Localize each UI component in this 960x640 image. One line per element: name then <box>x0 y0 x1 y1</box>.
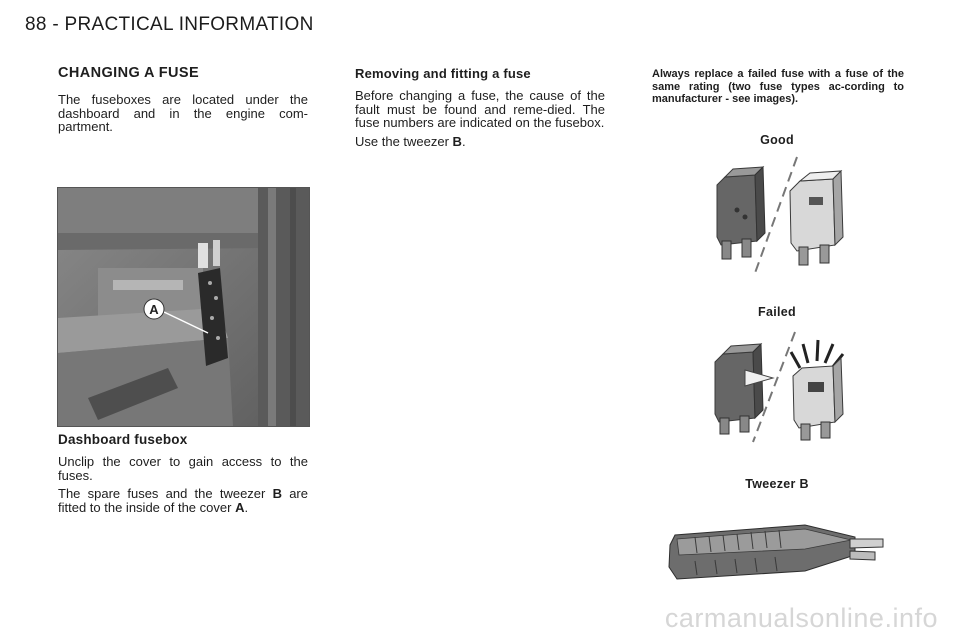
text-segment: are fitted to the inside of the cover <box>58 486 308 515</box>
label-tweezer-b: Tweezer B <box>745 477 809 491</box>
dashboard-fusebox-section <box>58 432 308 514</box>
label-good: Good <box>760 133 794 147</box>
failed-fuses-illustration <box>705 330 855 445</box>
intro-paragraph: The fuseboxes are located under the dashboard and in the engine com-partment. <box>58 92 308 135</box>
text-segment: The spare fuses and the tweezer <box>58 486 273 502</box>
use-tweezer-paragraph <box>355 135 605 149</box>
page-title: 88 - PRACTICAL INFORMATION <box>25 14 314 35</box>
text-segment: . <box>461 133 466 149</box>
sub-heading-removing-fitting: Removing and fitting a fuse <box>355 66 531 81</box>
dashboard-fusebox-photo <box>57 187 310 427</box>
middle-column <box>355 66 605 148</box>
reference-b: B <box>272 486 282 502</box>
unclip-paragraph: Unclip the cover to gain access to the fuses. <box>58 454 308 483</box>
section-heading: CHANGING A FUSE <box>58 65 200 81</box>
before-changing-paragraph: Before changing a fuse, the cause of the fault must be found and reme-died. The fuse numbers are indicated on the fusebox. <box>355 88 605 131</box>
reference-a: A <box>235 499 245 515</box>
left-column <box>58 65 308 134</box>
tweezer-illustration <box>665 515 890 585</box>
watermark: carmanualsonline.info <box>664 603 938 633</box>
sub-heading-dashboard-fusebox: Dashboard fusebox <box>58 432 188 447</box>
fusebox-photo-illustration <box>58 188 309 426</box>
spare-fuses-paragraph <box>58 487 308 514</box>
replace-fuse-note: Always replace a failed fuse with a fuse of the same rating (two fuse types ac-cording to manufacturer - see images). <box>652 68 904 105</box>
text-segment: Use the tweezer <box>355 133 453 149</box>
photo-callout-a: A <box>149 302 159 317</box>
reference-b: B <box>452 133 462 149</box>
label-failed: Failed <box>758 305 796 319</box>
text-segment: . <box>244 499 249 515</box>
good-fuses-illustration <box>705 155 855 275</box>
